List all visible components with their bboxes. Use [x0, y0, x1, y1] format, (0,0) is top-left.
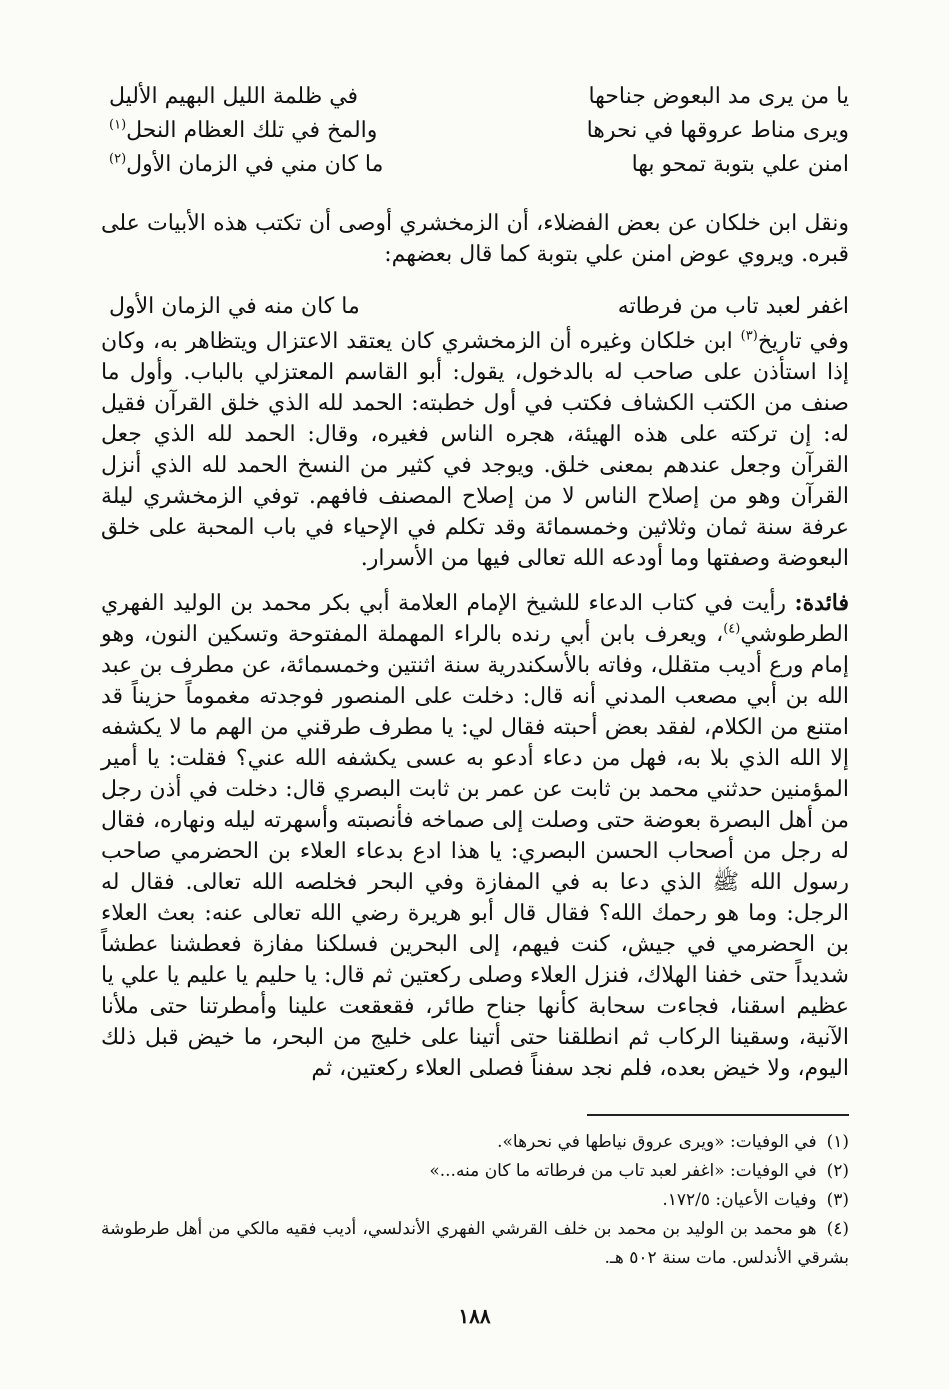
footnote-ref[interactable]: (٢): [109, 151, 127, 167]
footnote-item: (٢)في الوفيات: «اغفر لعبد تاب من فرطاته ما كان منه...»: [429, 1161, 849, 1181]
paragraph-testament: ونقل ابن خلكان عن بعض الفضلاء، أن الزمخشري أوصى أن تكتب هذه الأبيات على قبره. ويروي عوض امنن علي بتوبة كما قال بعضهم:: [101, 211, 849, 267]
footnote-ref[interactable]: (٣): [740, 328, 758, 344]
poem-variant: [109, 290, 849, 324]
verse-first-hemistich: امنن علي بتوبة تمحو بها: [631, 152, 849, 177]
paragraph-benefit: فائدة: رأيت في كتاب الدعاء للشيخ الإمام العلامة أبي بكر محمد بن الوليد الفهري الطرطوشي$^{(٤)}$، ويعرف بابن أبي رنده بالراء المهملة المفتوحة وتسكين النون، وهو إمام ورع أديب متقلل، وفاته بالأسكندرية سنة اثنتين وخمسمائة، عن مطرف بن عبد الله بن أبي مصعب المدني أنه قال: دخلت على المنصور فوجدته مغموماً حزيناً قد امتنع من الكلام، لفقد بعض أحبته فقال لي: يا مطرف طرقني من الهم ما لا يكشفه إلا الله الذي بلا به، فهل من دعاء أدعو به عسى يكشفه الله عني؟ فقلت: يا أمير المؤمنين حدثني محمد بن ثابت عن عمر بن ثابت البصري قال: دخلت في أذن رجل من أهل البصرة بعوضة حتى وصلت إلى صماخه فأنصبته وأسهرته ليله ونهاره، فقال له رجل من أصحاب الحسن البصري: يا هذا ادع بدعاء العلاء بن الحضرمي صاحب رسول الله ﷺ الذي دعا به في المفازة وفي البحر فخلصه الله تعالى. فقال له الرجل: وما هو رحمك الله؟ فقال قال أبو هريرة رضي الله تعالى عنه: بعث العلاء بن الحضرمي في جيش، كنت فيهم، إلى البحرين فسلكنا مفازة فعطشنا عطشاً شديداً حتى خفنا الهلاك، فنزل العلاء وصلى ركعتين ثم قال: يا حليم يا عليم يا علي يا عظيم اسقنا، فجاءت سحابة كأنها جناح طائر، فقعقعت علينا وأمطرتنا حتى ملأنا الآنية، وسقينا الركاب ثم انطلقنا حتى أتينا على خليج من البحر، ما خيض قبل ذلك اليوم، ولا خيض بعده، فلم نجد سفناً فصلى العلاء ركعتين، ثم: [101, 590, 849, 1081]
verse-first-hemistich: ويرى مناط عروقها في نحرها: [586, 118, 849, 143]
footnotes: [101, 1128, 849, 1273]
verse-second-hemistich: ما كان منه في الزمان الأول: [109, 294, 360, 319]
footnote-ref[interactable]: (٤): [723, 621, 741, 637]
verse-line: [109, 148, 849, 182]
verse-first-hemistich: اغفر لعبد تاب من فرطاته: [617, 294, 849, 319]
verse-second-hemistich: في ظلمة الليل البهيم الأليل: [109, 84, 359, 109]
footnote-divider: [587, 1114, 849, 1116]
footnote-item: (٣)وفيات الأعيان: ١٧٢/٥.: [662, 1190, 849, 1210]
paragraph-history: وفي تاريخ$^{(٣)}$ ابن خلكان وغيره أن الزمخشري كان يعتقد الاعتزال ويتظاهر به، وكان إذا استأذن على صاحب له بالدخول، يقول: أبو القاسم المعتزلي بالباب. وأول ما صنف من الكتب الكشاف فكتب في أول خطبته: الحمد لله الذي خلق القرآن فقيل له: إن تركته على هذه الهيئة، هجره الناس فغيره، وقال: الحمد لله الذي جعل القرآن وجعل عندهم بمعنى خلق. ويوجد في كثير من النسخ الحمد لله الذي أنزل القرآن وهو من إصلاح الناس لا من إصلاح المصنف فافهم. توفي الزمخشري ليلة عرفة سنة ثمان وثلاثين وخمسمائة وقد تكلم في الإحياء في باب المحبة على خلق البعوضة وصفتها وما أودعه الله تعالى فيها من الأسرار.: [101, 328, 849, 571]
benefit-label: فائدة:: [794, 590, 849, 616]
poem-verses: [109, 80, 849, 182]
footnote-ref[interactable]: (١): [109, 117, 127, 133]
page-number: ١٨٨: [458, 1304, 491, 1328]
footnote-item: (٤)هو محمد بن الوليد بن محمد بن خلف القرشي الفهري الأندلسي، أديب فقيه مالكي من أهل طرطوشة بشرقي الأندلس. مات سنة ٥٠٢ هـ.: [101, 1219, 849, 1268]
verse-line: [109, 80, 849, 114]
verse-line: [109, 290, 849, 324]
verse-line: [109, 114, 849, 148]
footnote-item: (١)في الوفيات: «ويرى عروق نياطها في نحرها».: [497, 1132, 849, 1152]
verse-second-hemistich: ما كان مني في الزمان الأول$^{(٢)}$: [109, 151, 384, 177]
verse-second-hemistich: والمخ في تلك العظام النحل$^{(١)}$: [109, 117, 378, 143]
verse-first-hemistich: يا من يرى مد البعوض جناحها: [588, 84, 849, 109]
